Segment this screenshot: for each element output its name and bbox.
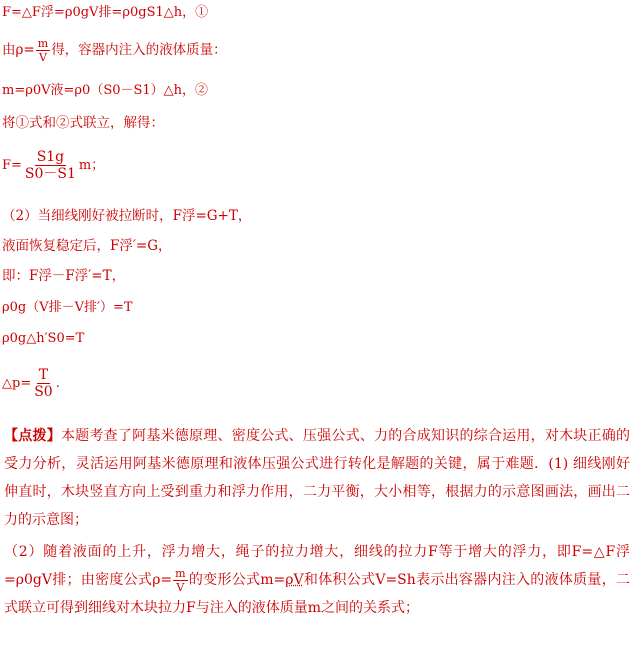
comment-text: 和体积公式V=Sh表示出容器内注入的液体质量，二式联立可得到细线对木块拉力F与注入的液体质量m之间的关系式；	[4, 572, 630, 616]
equation-line-2	[2, 38, 227, 63]
equation-line-5	[2, 150, 104, 181]
fraction-denominator: V	[38, 51, 47, 64]
equation-line-11	[2, 368, 60, 399]
comment-paragraph-2	[4, 538, 630, 622]
pressure-fraction	[32, 368, 55, 399]
comment-text: 本题考查了阿基米德原理、密度公式、压强公式、力的合成知识的综合运用，对木块正确的受力分析，灵活运用阿基米德原理和液体压强公式进行转化是解题的关键，属于难题．(1) 细线刚好伸直时，木块竖直方向上受到重力和浮力作用，二力平衡，大小相等，根据力的示意图画法，画出二力的示意图；	[4, 428, 631, 528]
equation-line-3: m=ρ0V液=ρ0（S0－S1）△h，②	[2, 83, 209, 98]
fraction-denominator: S0－S1	[24, 166, 76, 182]
equation-line-4: 将①式和②式联立，解得：	[2, 115, 164, 131]
fraction-numerator: m	[175, 566, 186, 580]
equation-line-9: ρ0g（V排－V排′）=T	[2, 300, 133, 315]
text-fragment: △p=	[2, 376, 32, 391]
text-fragment: 得，容器内注入的液体质量：	[51, 42, 227, 58]
density-fraction	[36, 38, 50, 63]
equation-line-7: 液面恢复稳定后，F浮′=G，	[2, 238, 172, 254]
comment-text: （2）随着液面的上升，浮力增大，绳子的拉力增大，细线的拉力F等于增大的浮力，即F=△F浮=ρ0gV排；由密度公式ρ=	[4, 544, 630, 588]
text-fragment: F=	[2, 158, 22, 173]
result-fraction	[23, 150, 78, 181]
underlined-formula: ρV	[285, 572, 304, 588]
text-fragment: .	[55, 376, 60, 391]
text-fragment: 由ρ=	[2, 42, 35, 58]
equation-line-1: F=△F浮=ρ0gV排=ρ0gS1△h，①	[2, 5, 209, 20]
fraction-numerator: T	[38, 367, 49, 383]
comment-tag: 【点拨】	[4, 428, 61, 444]
comment-text: 的变形公式m=	[188, 572, 286, 588]
comment-paragraph-1	[4, 422, 630, 534]
fraction-denominator: V	[176, 580, 185, 594]
inline-density-fraction	[173, 568, 187, 593]
fraction-denominator: S0	[34, 384, 53, 400]
equation-line-6: （2）当细线刚好被拉断时，F浮=G+T，	[2, 208, 252, 224]
equation-line-8: 即：F浮－F浮′=T，	[2, 268, 126, 284]
text-fragment: m；	[78, 158, 105, 173]
equation-line-10: ρ0g△h′S0=T	[2, 331, 85, 346]
fraction-numerator: m	[37, 37, 49, 50]
fraction-numerator: S1g	[36, 149, 65, 165]
